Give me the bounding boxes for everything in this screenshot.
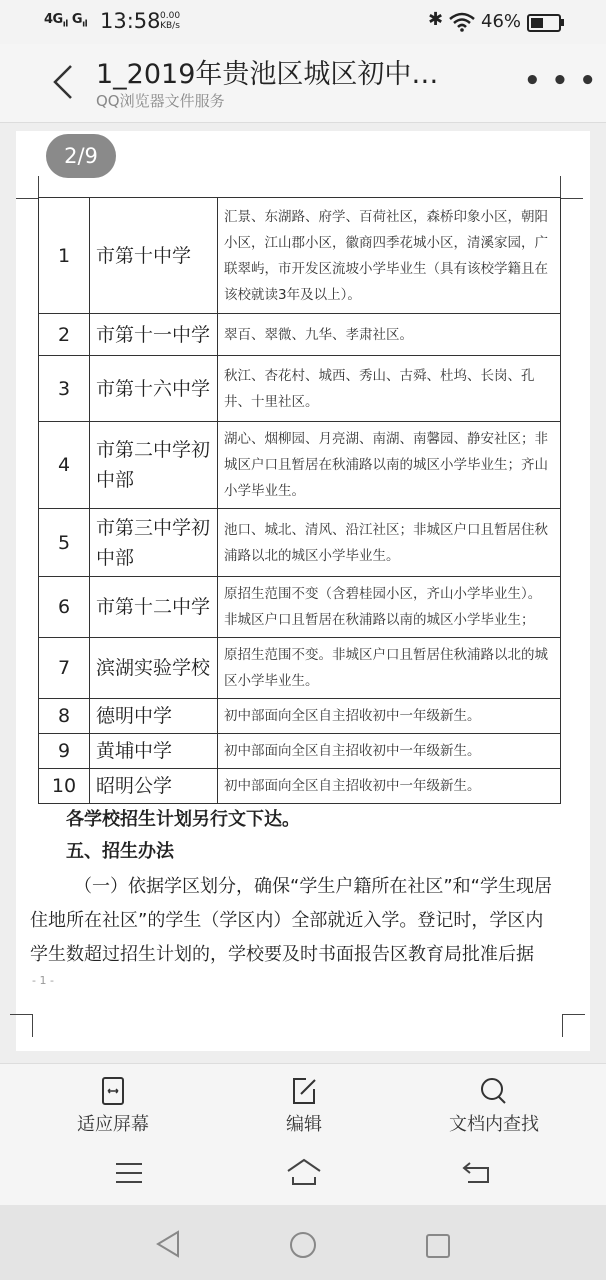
enrollment-area: 湖心、烟柳园、月亮湖、南湖、南馨园、静安社区；非城区户口且暂居在秋浦路以南的城区小学毕业生；齐山小学毕业生。 <box>218 422 561 509</box>
school-name: 市第十一中学 <box>90 314 218 356</box>
table-body <box>39 198 561 804</box>
battery-fill <box>531 18 543 28</box>
more-menu-icon[interactable]: • • • <box>524 66 597 96</box>
signal-indicator: $4G_{ıl}$ $G_{ıl}$ <box>44 12 88 30</box>
school-name: 黄埔中学 <box>90 734 218 769</box>
edit-button[interactable]: 编辑 <box>282 1076 326 1136</box>
enrollment-area: 初中部面向全区自主招收初中一年级新生。 <box>218 734 561 769</box>
find-in-document-button[interactable]: 文档内查找 <box>445 1076 543 1136</box>
back-arrow-icon[interactable] <box>45 62 85 102</box>
battery-tip <box>561 19 564 26</box>
body-paragraph: （一）依据学区划分，确保“学生户籍所在社区”和“学生现居住地所在社区”的学生（学区内）全部就近入学。登记时，学区内学生数超过招生计划的，学校要及时书面报告区教育局批准后据 <box>30 876 552 965</box>
enrollment-area: 翠百、翠微、九华、孝肃社区。 <box>218 314 561 356</box>
enrollment-area: 原招生范围不变。非城区户口且暂居住秋浦路以北的城区小学毕业生。 <box>218 638 561 699</box>
table-row <box>39 314 561 356</box>
page-footer: - 1 - <box>32 974 54 987</box>
school-name: 市第十六中学 <box>90 356 218 422</box>
app-header <box>0 44 606 123</box>
row-number: 4 <box>39 422 90 509</box>
school-name: 德明中学 <box>90 699 218 734</box>
fit-screen-icon <box>101 1076 125 1106</box>
row-number: 10 <box>39 769 90 804</box>
wifi-icon <box>449 12 475 32</box>
enrollment-area: 原招生范围不变（含碧桂园小区，齐山小学毕业生）。非城区户口且暂居在秋浦路以南的城区小学毕业生； <box>218 577 561 638</box>
recents-square-icon[interactable] <box>424 1232 452 1260</box>
note-line: 各学校招生计划另行文下达。 <box>66 809 300 830</box>
table-row <box>39 198 561 314</box>
school-name: 昭明公学 <box>90 769 218 804</box>
row-number: 6 <box>39 577 90 638</box>
crop-mark <box>560 176 583 199</box>
table-row <box>39 509 561 577</box>
school-name: 滨湖实验学校 <box>90 638 218 699</box>
row-number: 3 <box>39 356 90 422</box>
row-number: 7 <box>39 638 90 699</box>
crop-mark <box>10 1014 33 1037</box>
enrollment-area: 池口、城北、清风、沿江社区；非城区户口且暂居住秋浦路以北的城区小学毕业生。 <box>218 509 561 577</box>
row-number: 5 <box>39 509 90 577</box>
table-row <box>39 699 561 734</box>
enrollment-area: 初中部面向全区自主招收初中一年级新生。 <box>218 699 561 734</box>
crop-mark <box>562 1014 585 1037</box>
page-indicator: 2/9 <box>46 134 116 178</box>
row-number: 9 <box>39 734 90 769</box>
home-icon[interactable] <box>284 1157 324 1187</box>
status-bar <box>0 0 606 44</box>
row-number: 8 <box>39 699 90 734</box>
bottom-toolbar <box>0 1063 606 1144</box>
table-row <box>39 638 561 699</box>
battery-icon <box>527 14 561 32</box>
search-icon <box>479 1076 509 1106</box>
table-row <box>39 769 561 804</box>
school-name: 市第三中学初中部 <box>90 509 218 577</box>
table-row <box>39 734 561 769</box>
enrollment-area: 汇景、东湖路、府学、百荷社区，森桥印象小区，朝阳小区，江山郡小区，徽商四季花城小区，清溪家园，广联翠屿，市开发区流坡小学毕业生（具有该校学籍且在该校就读3年及以上）。 <box>218 198 561 314</box>
enrollment-area: 初中部面向全区自主招收初中一年级新生。 <box>218 769 561 804</box>
document-source: QQ浏览器文件服务 <box>96 92 225 110</box>
row-number: 2 <box>39 314 90 356</box>
table-row <box>39 422 561 509</box>
school-name: 市第十中学 <box>90 198 218 314</box>
fit-screen-button[interactable]: 适应屏幕 <box>72 1076 154 1136</box>
document-title: 1_2019年贵池区城区初中… <box>96 59 439 90</box>
table-row <box>39 577 561 638</box>
battery-percent: 46% <box>481 11 522 32</box>
table-row <box>39 356 561 422</box>
enrollment-area: 秋江、杏花村、城西、秀山、古舜、杜坞、长岗、孔井、十里社区。 <box>218 356 561 422</box>
crop-mark <box>16 176 39 199</box>
network-speed: 0.00 KB/s <box>160 11 181 31</box>
edit-icon <box>289 1076 319 1106</box>
school-district-table <box>38 197 561 804</box>
row-number: 1 <box>39 198 90 314</box>
section-heading: 五、招生办法 <box>66 841 174 862</box>
bluetooth-icon: ✱ <box>428 9 444 30</box>
clock: 13:58 <box>100 9 161 33</box>
back-triangle-icon[interactable] <box>154 1229 182 1259</box>
return-icon[interactable] <box>462 1159 492 1185</box>
browser-nav-bar <box>0 1143 606 1205</box>
menu-icon[interactable] <box>114 1161 144 1185</box>
system-navigation-bar <box>0 1205 606 1280</box>
school-name: 市第二中学初中部 <box>90 422 218 509</box>
home-circle-icon[interactable] <box>288 1230 318 1260</box>
school-name: 市第十二中学 <box>90 577 218 638</box>
